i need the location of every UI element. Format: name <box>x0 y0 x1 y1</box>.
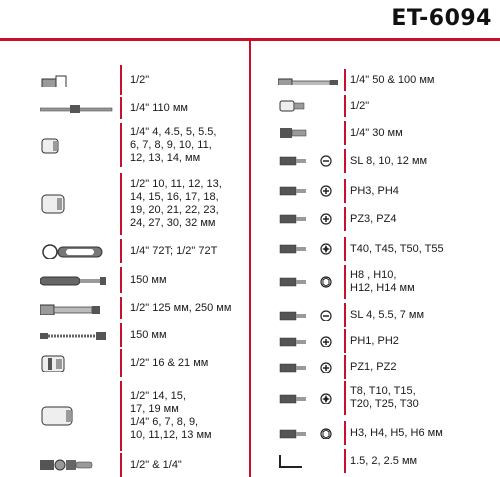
tool-row <box>0 173 250 235</box>
tool-row <box>250 237 500 261</box>
tool-row <box>250 149 500 173</box>
row-marker <box>120 173 122 235</box>
row-marker <box>120 123 122 167</box>
socket-icon <box>40 193 114 215</box>
row-marker <box>344 421 346 445</box>
tool-spec-label: T40, T45, T50, T55 <box>350 242 444 255</box>
torx-bit-icon <box>278 392 338 404</box>
tool-spec-label: 1/2" <box>350 99 370 112</box>
tool-spec-label: 1/4" 110 мм <box>130 101 188 114</box>
extension-bar-icon <box>278 75 338 85</box>
tool-row <box>0 453 250 477</box>
row-marker <box>344 149 346 173</box>
hex-key-icon <box>278 453 338 469</box>
tool-spec-label: 1/4" 4, 4.5, 5, 5.5, 6, 7, 8, 9, 10, 11, 12, 13, 14, мм <box>130 125 217 164</box>
tool-spec-label: SL 8, 10, 12 мм <box>350 154 428 167</box>
tool-spec-label: 1/4" 50 & 100 мм <box>350 73 435 86</box>
row-marker <box>344 207 346 231</box>
tool-row <box>0 297 250 319</box>
row-marker <box>344 121 346 145</box>
hex-bit-icon <box>278 427 338 439</box>
tool-spec-label: SL 4, 5.5, 7 мм <box>350 308 425 321</box>
tool-row <box>250 449 500 473</box>
tool-row <box>0 97 250 119</box>
pozidriv-bit-icon <box>278 212 338 226</box>
product-code: ET-6094 <box>391 6 492 31</box>
tool-spec-label: 1/2" 14, 15, 17, 19 мм 1/4" 6, 7, 8, 9, 10, 11,12, 13 мм <box>130 390 212 441</box>
tool-spec-label: 1/2" 10, 11, 12, 13, 14, 15, 16, 17, 18, 19, 20, 21, 22, 23, 24, 27, 30, 32 мм <box>130 178 222 229</box>
hex-bit-icon <box>278 275 338 289</box>
left-column <box>0 41 250 477</box>
pozidriv-bit-icon <box>278 361 338 373</box>
row-marker <box>344 95 346 117</box>
tool-spec-label: 150 мм <box>130 273 167 286</box>
phillips-bit-icon <box>278 184 338 198</box>
tool-row <box>250 381 500 415</box>
tool-row <box>250 421 500 445</box>
row-marker <box>120 297 122 319</box>
tool-row <box>250 95 500 117</box>
tool-spec-label: 1/2" 125 мм, 250 мм <box>130 301 232 314</box>
tool-spec-label: PZ3, PZ4 <box>350 212 397 225</box>
row-marker <box>344 237 346 261</box>
slotted-bit-icon <box>278 309 338 321</box>
spark-plug-socket-icon <box>40 354 114 372</box>
adapter-icon <box>40 73 114 87</box>
row-marker <box>120 381 122 451</box>
right-column <box>250 41 500 477</box>
row-marker <box>344 449 346 473</box>
row-marker <box>120 453 122 477</box>
row-marker <box>344 355 346 379</box>
tool-spec-label: 1/2" <box>130 73 150 86</box>
tool-row <box>250 121 500 145</box>
tool-row <box>0 381 250 451</box>
extension-bar-icon <box>40 301 114 315</box>
tool-spec-label: 1/4" 72T; 1/2" 72T <box>130 244 218 257</box>
tool-row <box>0 349 250 377</box>
tool-row <box>250 179 500 203</box>
tool-row <box>0 267 250 293</box>
tool-spec-label: H3, H4, H5, H6 мм <box>350 426 443 439</box>
flexible-extension-icon <box>40 330 114 340</box>
tool-row <box>250 303 500 327</box>
sliding-t-bar-icon <box>40 103 114 113</box>
tool-row <box>250 265 500 299</box>
tool-row <box>0 123 250 167</box>
tool-spec-label: 1.5, 2, 2.5 мм <box>350 454 418 467</box>
tool-spec-label: T8, T10, T15, T20, T25, T30 <box>350 385 419 410</box>
row-marker <box>344 179 346 203</box>
bit-adapter-icon <box>278 99 338 113</box>
tool-row <box>250 329 500 353</box>
torx-bit-icon <box>278 242 338 256</box>
slotted-bit-icon <box>278 154 338 168</box>
row-marker <box>120 267 122 293</box>
row-marker <box>344 303 346 327</box>
tool-row <box>0 239 250 263</box>
small-socket-icon <box>40 136 114 154</box>
row-marker <box>120 65 122 95</box>
tool-spec-label: PZ1, PZ2 <box>350 360 397 373</box>
row-marker <box>344 69 346 91</box>
ratchet-icon <box>40 243 114 259</box>
tool-spec-label: PH3, PH4 <box>350 184 399 197</box>
tool-spec-label: 1/4" 30 мм <box>350 126 403 139</box>
tool-spec-label: H8 , H10, H12, H14 мм <box>350 269 415 294</box>
tool-row <box>0 323 250 347</box>
tool-spec-label: 1/2" 16 & 21 мм <box>130 356 209 369</box>
tool-spec-label: PH1, PH2 <box>350 334 399 347</box>
header-bar <box>0 0 500 38</box>
tool-spec-label: 150 мм <box>130 328 167 341</box>
universal-joint-icon <box>40 456 114 474</box>
deep-socket-icon <box>40 405 114 427</box>
row-marker <box>120 239 122 263</box>
phillips-bit-icon <box>278 335 338 347</box>
tool-spec-label: 1/2" & 1/4" <box>130 458 182 471</box>
row-marker <box>344 265 346 299</box>
tool-row <box>250 69 500 91</box>
row-marker <box>120 349 122 377</box>
screwdriver-handle-icon <box>40 272 114 288</box>
tool-row <box>250 355 500 379</box>
tool-row <box>250 207 500 231</box>
row-marker <box>344 329 346 353</box>
row-marker <box>120 323 122 347</box>
row-marker <box>344 381 346 415</box>
bit-holder-icon <box>278 126 338 140</box>
row-marker <box>120 97 122 119</box>
tool-row <box>0 65 250 95</box>
